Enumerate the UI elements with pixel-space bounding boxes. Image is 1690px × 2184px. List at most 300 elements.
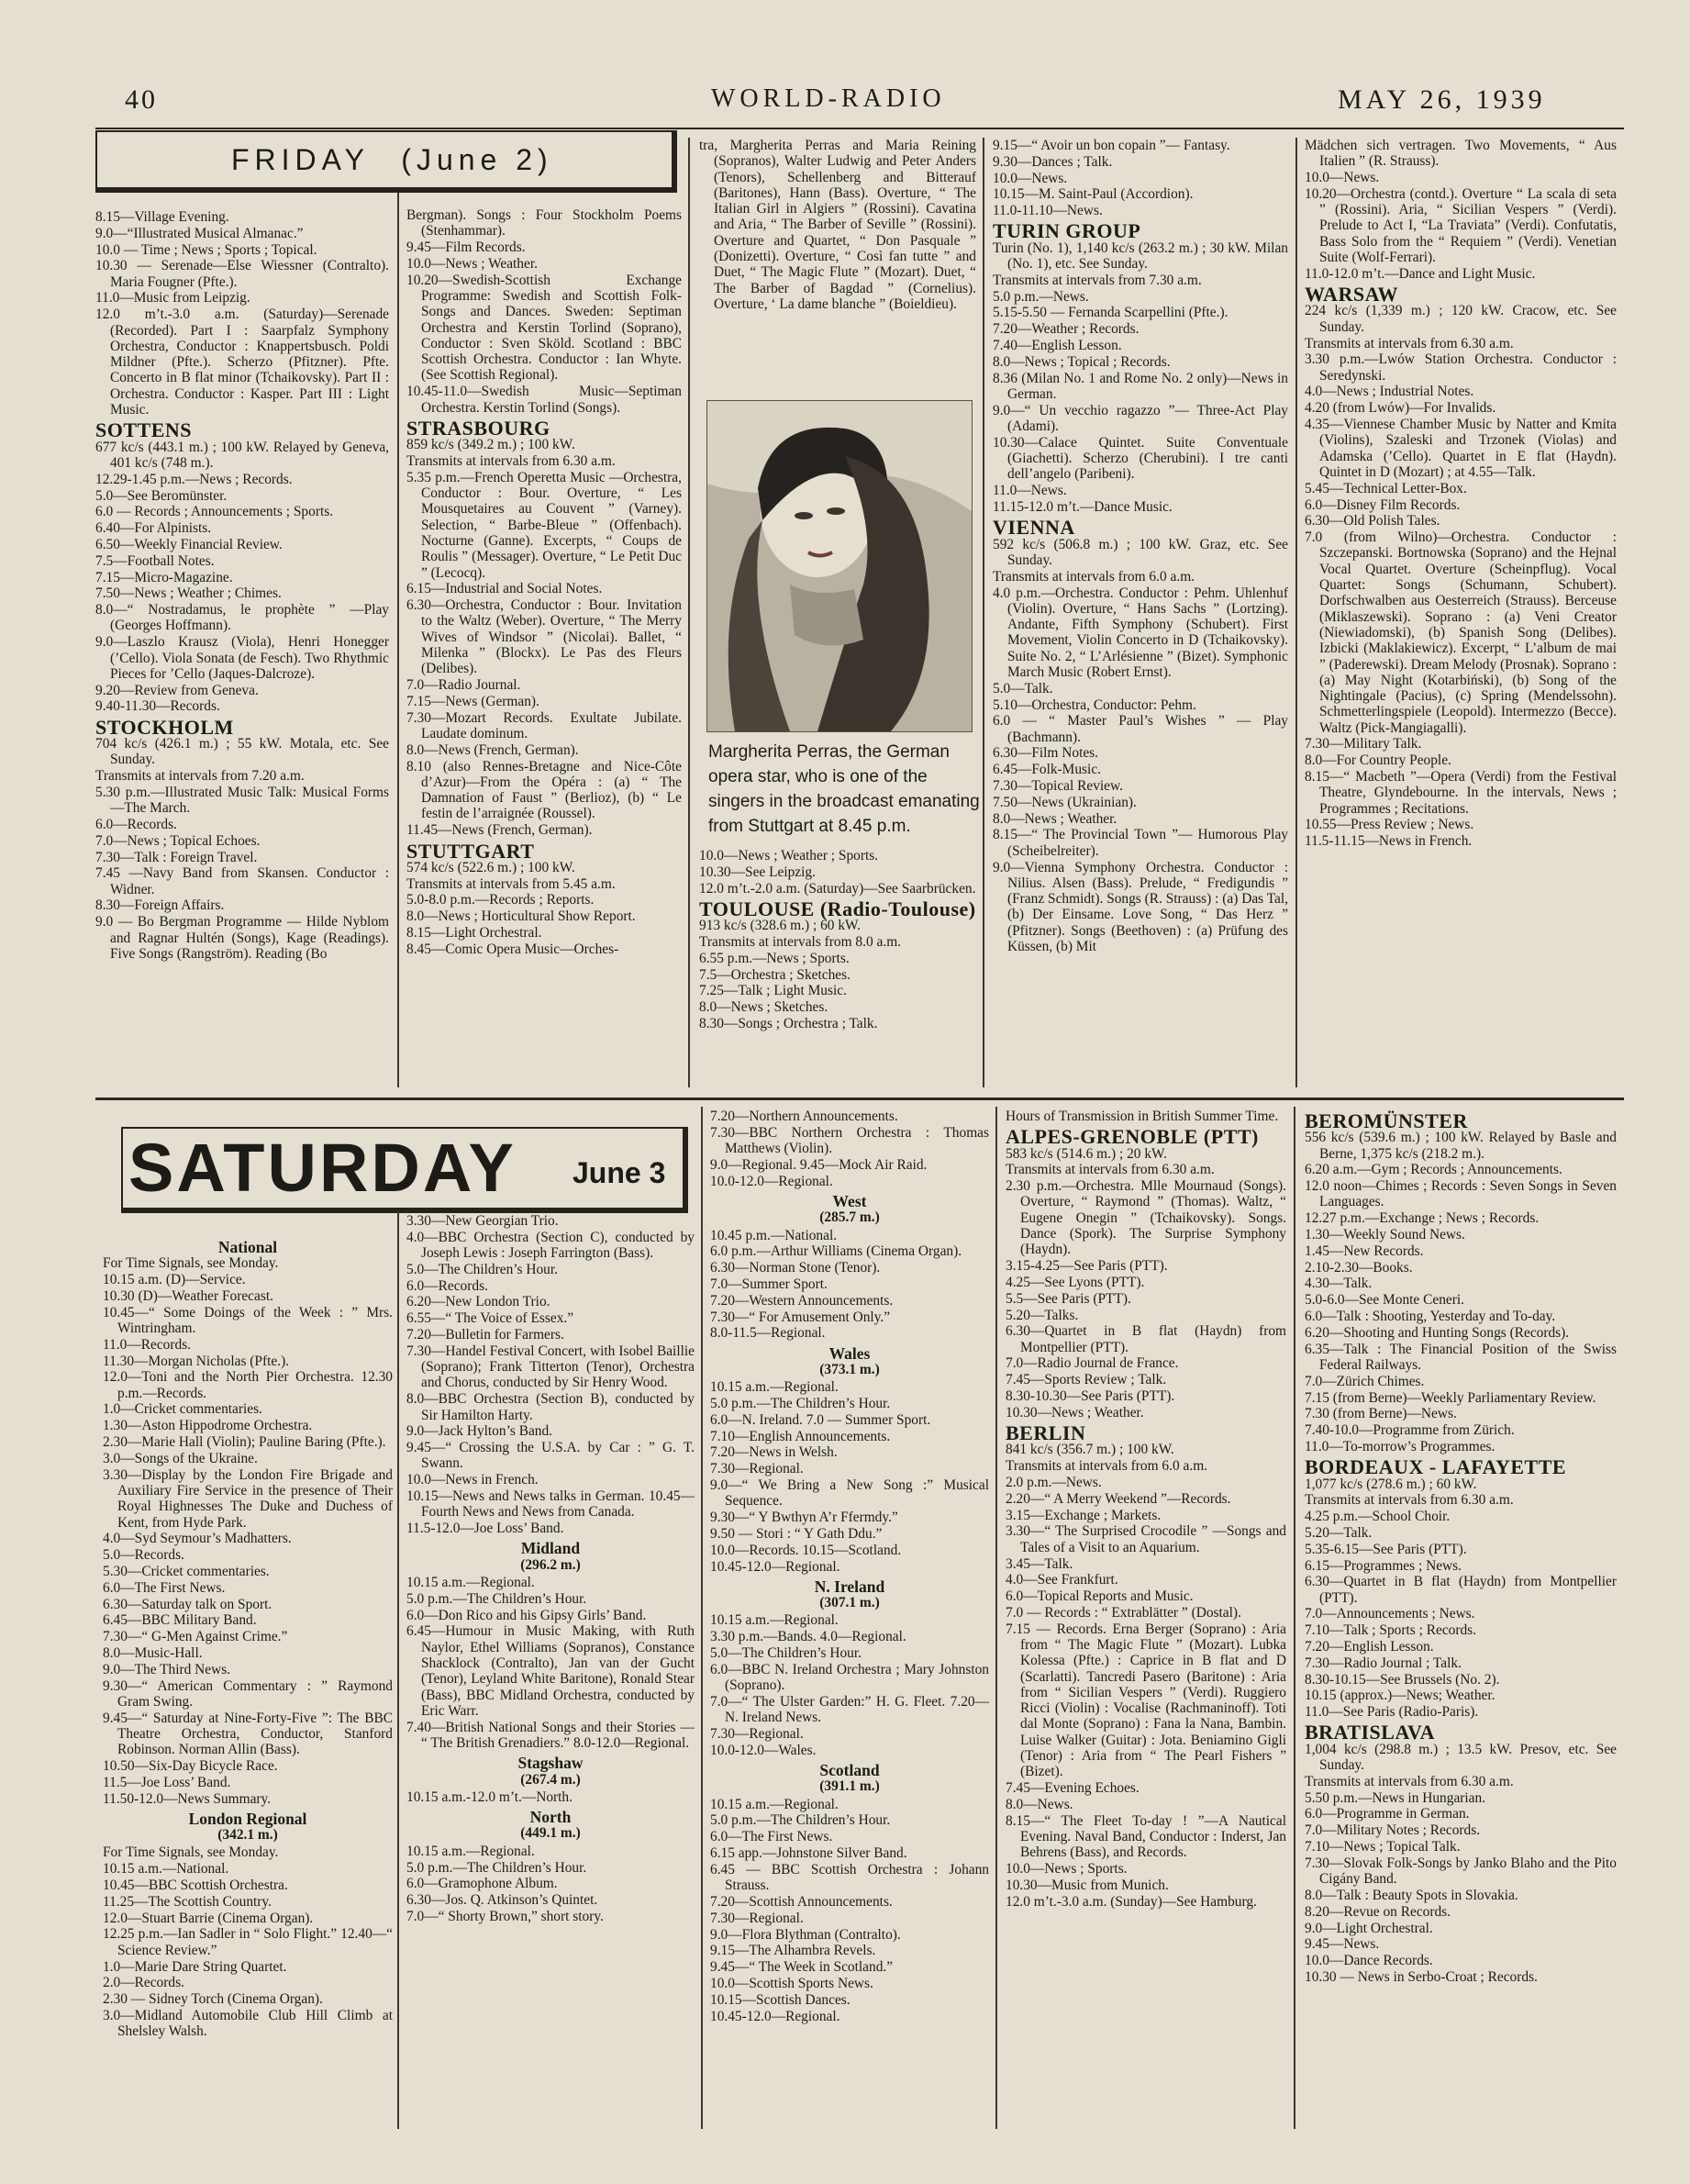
column-rule xyxy=(688,138,690,1087)
programme-item: 8.0—News. xyxy=(1006,1796,1073,1812)
programme-item: 7.30—BBC Northern Orchestra : Thomas Matthews (Violin). xyxy=(710,1124,989,1157)
programme-item: 7.45 —Navy Band from Skansen. Conductor : Widner. xyxy=(95,865,389,897)
programme-item: 7.30—Talk : Foreign Travel. xyxy=(95,849,258,865)
programme-item: 3.30—Display by the London Fire Brigade and Auxiliary Fire Service in the presence of Their Royal Highnesses The Duke and Duchess of Kent, from Hyde Park. xyxy=(103,1466,393,1531)
programme-item: 12.0 noon—Chimes ; Records : Seven Songs in Seven Languages. xyxy=(1305,1178,1617,1210)
programme-item: 10.30—News ; Weather. xyxy=(1006,1404,1144,1421)
programme-item: 7.30—Military Talk. xyxy=(1305,736,1422,752)
programme-item: 7.0 (from Wilno)—Orchestra. Conductor : Szczepanski. Bortnowska (Soprano) and the Hejnal Vocal Quartet. Overture (Scheinpflug). Vocal Quartet: Songs (Schumann, Schubert). Dorfschwalben aus Oesterreich (Strauss). Berceuse (Miklaszewski). Soprano : (a) Veni Creator (Niewiadomski), (b) Spanish Song (Delibes). Izbicki (Maklakiewicz). Excerpt, “ L’album de mai ” (Paderewski). Dream Melody (Prosnak). Soprano : (a) May Night (Kotarbiński), (b) Song of the Nightingale (Pacius), (c) Spring (Mendelssohn). Schmetterlingspiele (Leopold). Intermezzo (Becce). Waltz (Pick-Mangiagalli). xyxy=(1305,529,1617,736)
programme-item: 11.0—See Paris (Radio-Paris). xyxy=(1305,1704,1479,1721)
programme-item: 4.0—BBC Orchestra (Section C), conducted by Joseph Lewis : Joseph Farrington (Bass). xyxy=(406,1229,695,1262)
programme-item: 6.20 a.m.—Gym ; Records ; Announcements. xyxy=(1305,1162,1562,1178)
region-heading: West xyxy=(832,1191,867,1210)
programme-item: 1.45—New Records. xyxy=(1305,1242,1424,1259)
programme-item: 9.45—“ Crossing the U.S.A. by Car : ” G. T. Swann. xyxy=(406,1440,695,1472)
region-heading: London Regional xyxy=(188,1809,307,1828)
programme-item: 4.0—See Frankfurt. xyxy=(1006,1572,1118,1588)
programme-item: 8.20—Revue on Records. xyxy=(1305,1903,1451,1920)
programme-item: 3.15-4.25—See Paris (PTT). xyxy=(1006,1258,1168,1275)
programme-item: 5.0 p.m.—The Children’s Hour. xyxy=(710,1396,891,1412)
programme-item: 1.0—Cricket commentaries. xyxy=(103,1401,262,1418)
programme-item: 7.30—Handel Festival Concert, with Isobel Baillie (Soprano); Frank Titterton (Tenor), Orchestra and Chorus, conducted by Sir Henry Wood. xyxy=(406,1343,695,1391)
programme-item: 6.30—Quartet in B flat (Haydn) from Montpellier (PTT). xyxy=(1006,1323,1286,1355)
programme-item: 10.0—Dance Records. xyxy=(1305,1953,1433,1969)
programme-item: 7.5—Football Notes. xyxy=(95,552,215,569)
region-heading: Midland xyxy=(520,1539,581,1558)
programme-item: 11.15-12.0 m’t.—Dance Music. xyxy=(993,499,1173,516)
saturday-column-2 xyxy=(406,1213,695,2129)
programme-item: 10.0—Records. 10.15—Scotland. xyxy=(710,1542,902,1558)
programme-item: 10.0—News ; Weather ; Sports. xyxy=(699,848,879,864)
programme-item: 8.0-11.5—Regional. xyxy=(710,1325,826,1342)
programme-item: 7.15—Micro-Magazine. xyxy=(95,569,233,585)
programme-item: 7.10—English Announcements. xyxy=(710,1428,891,1444)
programme-item: 9.20—Review from Geneva. xyxy=(95,682,259,698)
programme-item: 9.15—The Alhambra Revels. xyxy=(710,1943,876,1959)
programme-item: 11.0—To-morrow’s Programmes. xyxy=(1305,1438,1495,1454)
programme-item: 6.0 — “ Master Paul’s Wishes ” — Play (Bachmann). xyxy=(993,713,1288,745)
programme-item: 7.30—Mozart Records. Exultate Jubilate. Laudate dominum. xyxy=(406,709,682,741)
programme-item: Hours of Transmission in British Summer Time. xyxy=(1006,1109,1279,1124)
programme-item: 9.0—Light Orchestral. xyxy=(1305,1920,1433,1936)
station-heading: BORDEAUX - LAFAYETTE xyxy=(1305,1455,1567,1479)
programme-item: 2.20—“ A Merry Weekend ”—Records. xyxy=(1006,1490,1231,1507)
wavelength-label: (296.2 m.) xyxy=(520,1556,581,1573)
programme-item: tra, Margherita Perras and Maria Reining (Sopranos), Walter Ludwig and Peter Anders (Tenors), Schellenberg and Bitterauf (Baritones), Hann (Bass). Overture, “ The Italian Girl in Algiers ” (Rossini). Cavatina and Aria, “ The Barber of Seville ” (Rossini). Overture and Quartet, “ Don Pasquale ” (Donizetti). Overture, “ Così fan tutte ” and Duet, “ The Magic Flute ” (Mozart). Duet, “ The Barber of Bagdad ” (Cornelius). Overture, ‘ La dame blanche ” (Boieldieu). xyxy=(699,138,976,312)
programme-item: 7.20—Weather ; Records. xyxy=(993,321,1140,338)
programme-item: 8.0—News ; Sketches. xyxy=(699,999,828,1016)
programme-item: 7.25—Talk ; Light Music. xyxy=(699,983,847,999)
programme-item: 6.55—“ The Voice of Essex.” xyxy=(406,1310,574,1327)
programme-item: 3.30 p.m.—Lwów Station Orchestra. Conductor : Seredynski. xyxy=(1305,351,1617,384)
programme-item: 7.30—Topical Review. xyxy=(993,778,1123,795)
programme-item: 6.0—Don Rico and his Gipsy Girls’ Band. xyxy=(406,1607,647,1623)
programme-item: For Time Signals, see Monday. xyxy=(103,1844,279,1861)
programme-item: 1,004 kc/s (298.8 m.) ; 13.5 kW. Presov, etc. See Sunday. xyxy=(1305,1741,1617,1774)
wavelength-label: (449.1 m.) xyxy=(520,1825,581,1842)
programme-item: 6.0 p.m.—Arthur Williams (Cinema Organ). xyxy=(710,1243,962,1260)
saturday-title: SATURDAY xyxy=(128,1130,517,1206)
programme-item: 12.29-1.45 p.m.—News ; Records. xyxy=(95,471,293,487)
programme-item: 9.45—News. xyxy=(1305,1936,1380,1953)
programme-item: 11.0-11.10—News. xyxy=(993,203,1103,219)
programme-item: 12.0 m’t.-2.0 a.m. (Saturday)—See Saarbrücken. xyxy=(699,880,976,897)
programme-item: 6.50—Weekly Financial Review. xyxy=(95,536,283,552)
column-rule xyxy=(397,1211,399,2129)
programme-item: 12.0—Stuart Barrie (Cinema Organ). xyxy=(103,1910,314,1926)
programme-item: 7.20—Scottish Announcements. xyxy=(710,1893,893,1910)
programme-item: 7.15 (from Berne)—Weekly Parliamentary Review. xyxy=(1305,1389,1596,1406)
programme-item: 7.40—British National Songs and their Stories — “ The British Grenadiers.” 8.0-12.0—Regional. xyxy=(406,1719,695,1751)
programme-item: 6.30—Saturday talk on Sport. xyxy=(103,1596,272,1612)
station-heading: BRATISLAVA xyxy=(1305,1721,1435,1744)
programme-item: 6.15 app.—Johnstone Silver Band. xyxy=(710,1845,907,1862)
programme-item: 6.30—Jos. Q. Atkinson’s Quintet. xyxy=(406,1892,598,1909)
programme-item: 7.20—Bulletin for Farmers. xyxy=(406,1327,564,1343)
wavelength-label: (342.1 m.) xyxy=(217,1827,278,1844)
programme-item: 6.30—Old Polish Tales. xyxy=(1305,513,1440,529)
programme-item: 8.45—Comic Opera Music—Orches- xyxy=(406,941,619,957)
programme-item: 7.0—“ Shorty Brown,” short story. xyxy=(406,1908,604,1924)
programme-item: 7.30—Regional. xyxy=(710,1461,804,1477)
programme-item: 10.0—News. xyxy=(1305,170,1380,186)
programme-item: 4.35—Viennese Chamber Music by Natter and Kmita (Violins), Szaleski and Trzonek (Violas) and Adamska (’Cello). Quartet in E flat (Haydn). Quintet in D (Mozart) ; at 4.55—Talk. xyxy=(1305,417,1617,480)
programme-item: 556 kc/s (539.6 m.) ; 100 kW. Relayed by Basle and Berne, 1,375 kc/s (218.2 m.). xyxy=(1305,1130,1617,1162)
programme-item: 9.30—“ Y Bwthyn A’r Ffermdy.” xyxy=(710,1510,898,1526)
programme-item: 7.0 — Records : “ Extrablätter ” (Dostal). xyxy=(1006,1604,1241,1621)
station-heading: TOULOUSE (Radio-Toulouse) xyxy=(699,897,976,920)
programme-item: 10.30—See Leipzig. xyxy=(699,864,816,880)
programme-item: 6.15—Industrial and Social Notes. xyxy=(406,581,603,597)
station-heading: STRASBOURG xyxy=(406,416,550,440)
programme-item: 10.45-12.0—Regional. xyxy=(710,1558,840,1575)
programme-item: 5.0 p.m.—News. xyxy=(993,288,1089,305)
wavelength-label: (267.4 m.) xyxy=(520,1771,581,1788)
programme-item: 10.30—Music from Munich. xyxy=(1006,1877,1169,1893)
programme-item: 5.0—The Children’s Hour. xyxy=(710,1645,862,1661)
programme-item: Transmits at intervals from 6.30 a.m. xyxy=(1006,1162,1215,1178)
station-heading: VIENNA xyxy=(993,516,1075,540)
programme-item: Transmits at intervals from 8.0 a.m. xyxy=(699,933,902,950)
programme-item: 7.30—Regional. xyxy=(710,1725,804,1742)
saturday-column-5 xyxy=(1305,1109,1617,2129)
station-heading: SOTTENS xyxy=(95,418,192,442)
region-heading: N. Ireland xyxy=(814,1577,885,1596)
programme-item: 1.0—Marie Dare String Quartet. xyxy=(103,1958,287,1975)
programme-item: 10.0—News ; Sports. xyxy=(1006,1861,1128,1878)
programme-item: 859 kc/s (349.2 m.) ; 100 kW. xyxy=(406,437,575,453)
saturday-column-3 xyxy=(710,1109,989,2129)
programme-item: 6.30—Orchestra, Conductor : Bour. Invitation to the Waltz (Weber). Overture, “ The Merry Wives of Windsor ” (Nicolai). Ballet, “ Milenka ” (Blockx). Le Pas des Fleurs (Delibes). xyxy=(406,597,682,677)
region-heading: National xyxy=(217,1238,278,1256)
programme-item: 6.35—Talk : The Financial Position of the Swiss Federal Railways. xyxy=(1305,1341,1617,1373)
programme-item: 3.30 p.m.—Bands. 4.0—Regional. xyxy=(710,1629,906,1645)
friday-column-2 xyxy=(406,207,682,1088)
programme-item: 8.10 (also Rennes-Bretagne and Nice-Côte d’Azur)—From the Opéra : (a) “ The Damnation of Faust ” (Berlioz), (b) “ Le festin de l’arraignée (Roussel). xyxy=(406,758,682,822)
programme-item: 4.0—News ; Industrial Notes. xyxy=(1305,384,1474,400)
friday-column-3-top xyxy=(699,138,976,395)
friday-column-5 xyxy=(1305,138,1617,1088)
programme-item: 583 kc/s (514.6 m.) ; 20 kW. xyxy=(1006,1145,1167,1162)
programme-item: 11.25—The Scottish Country. xyxy=(103,1893,272,1910)
programme-item: Transmits at intervals from 6.0 a.m. xyxy=(993,568,1195,585)
region-heading: North xyxy=(529,1808,572,1827)
programme-item: 5.30 p.m.—Illustrated Music Talk: Musical Forms—The March. xyxy=(95,784,389,817)
programme-item: 9.50 — Stori : “ Y Gath Ddu.” xyxy=(710,1525,883,1542)
programme-item: 5.5—See Paris (PTT). xyxy=(1006,1290,1131,1307)
programme-item: 6.55 p.m.—News ; Sports. xyxy=(699,950,850,966)
programme-item: 8.36 (Milan No. 1 and Rome No. 2 only)—News in German. xyxy=(993,370,1288,402)
programme-item: 10.45 p.m.—National. xyxy=(710,1227,838,1243)
programme-item: 10.15 a.m.—Regional. xyxy=(710,1796,839,1812)
programme-item: 6.0—Records. xyxy=(406,1277,488,1294)
programme-item: 913 kc/s (328.6 m.) ; 60 kW. xyxy=(699,918,861,934)
programme-item: 9.45—“ The Week in Scotland.” xyxy=(710,1959,894,1976)
programme-item: 7.0—Military Notes ; Records. xyxy=(1305,1822,1481,1839)
programme-item: 8.15—“ Macbeth ”—Opera (Verdi) from the Festival Theatre, Glyndebourne. In the intervals, News ; Programmes ; Recitations. xyxy=(1305,769,1617,817)
programme-item: 10.15—Scottish Dances. xyxy=(710,1991,851,2008)
programme-item: 8.0—News (French, German). xyxy=(406,741,579,758)
region-heading: Stagshaw xyxy=(517,1754,584,1773)
programme-item: 9.0—“Illustrated Musical Almanac.” xyxy=(95,225,304,241)
programme-item: Transmits at intervals from 6.30 a.m. xyxy=(406,452,616,469)
programme-item: 8.0—News ; Horticultural Show Report. xyxy=(406,908,636,925)
programme-item: 5.15-5.50 — Fernanda Scarpellini (Pfte.). xyxy=(993,305,1229,321)
saturday-header-box xyxy=(121,1127,688,1213)
programme-item: 4.25 p.m.—School Choir. xyxy=(1305,1509,1451,1525)
programme-item: 7.10—News ; Topical Talk. xyxy=(1305,1839,1461,1855)
programme-item: 11.0—Records. xyxy=(103,1336,192,1353)
programme-item: 5.0—Records. xyxy=(103,1547,184,1564)
wavelength-label: (391.1 m.) xyxy=(819,1778,880,1795)
saturday-column-4 xyxy=(1006,1109,1286,2129)
programme-item: 10.45-12.0—Regional. xyxy=(710,2008,840,2024)
programme-item: 10.15 (approx.)—News; Weather. xyxy=(1305,1688,1495,1704)
programme-item: 2.30 — Sidney Torch (Cinema Organ). xyxy=(103,1991,323,2008)
programme-item: 10.20—Orchestra (contd.). Overture “ La scala di seta ” (Rossini). Aria, “ Sicilian Vespers ” (Verdi). Prelude to Act I, “La Traviata” (Verdi). Confutatis, Bass Solo from the “ Requiem ” (Verdi). Venetian Suite (Wolf-Ferrari). xyxy=(1305,185,1617,266)
programme-item: 10.15 a.m.-12.0 m’t.—North. xyxy=(406,1788,573,1805)
programme-item: 4.0 p.m.—Orchestra. Conductor : Pehm. Uhlenhuf (Violin). Overture, “ Hans Sachs ” (Lortzing). Andante, Fifth Symphony (Schubert). First Movement, Violin Concerto in D (Tchaikovsky). Suite No. 2, “ L’Arlésienne ” (Bizet). Symphonic March Music (Robert Ernst). xyxy=(993,585,1288,680)
programme-item: 7.50—News (Ukrainian). xyxy=(993,794,1137,810)
programme-item: 5.20—Talk. xyxy=(1305,1524,1373,1541)
programme-item: 10.15 a.m. (D)—Service. xyxy=(103,1272,246,1288)
programme-item: 2.0 p.m.—News. xyxy=(1006,1475,1102,1491)
station-heading: BERLIN xyxy=(1006,1421,1086,1445)
programme-item: Transmits at intervals from 6.30 a.m. xyxy=(1305,1773,1514,1789)
programme-item: 7.40-10.0—Programme from Zürich. xyxy=(1305,1422,1515,1439)
programme-item: 6.30—Film Notes. xyxy=(993,745,1099,762)
programme-item: 7.15 — Records. Erna Berger (Soprano) : Aria from “ The Magic Flute ” (Mozart). Lubka Kolessa (Pfte.) : Caprice in B flat and D (Scarlatti). Tancredi Pasero (Baritone) : Aria from “ Sicilian Vespers ” (Verdi). Ruggiero Ricci (Violin) : Vocalise (Rachmaninoff). Toti dal Monte (Soprano) : Fana la Nana, Bambin. Luise Walker (Guitar) : Jota. Beniamino Gigli (Tenor) : Aria from “ The Pearl Fishers ” (Bizet). xyxy=(1006,1621,1286,1780)
programme-item: 7.50—News ; Weather ; Chimes. xyxy=(95,585,282,602)
region-heading: Wales xyxy=(828,1343,871,1363)
programme-item: 2.30 p.m.—Orchestra. Mlle Mournaud (Songs). Overture, “ Raymond ” (Thomas). Waltz, “ Eugene Onegin ” (Tchaikovsky). Songs. Dance (Spork). The Surprise Symphony (Haydn). xyxy=(1006,1178,1286,1258)
programme-item: 6.0—The First News. xyxy=(710,1829,833,1845)
programme-item: 7.15—News (German). xyxy=(406,693,539,709)
programme-item: 8.0—Talk : Beauty Spots in Slovakia. xyxy=(1305,1887,1518,1903)
programme-item: 9.0 — Bo Bergman Programme — Hilde Nyblom and Ragnar Hultén (Songs), Kage (Readings). Five Songs (Rangström). Reading (Bo xyxy=(95,914,389,962)
wavelength-label: (307.1 m.) xyxy=(819,1595,880,1611)
programme-item: 7.30—Slovak Folk-Songs by Janko Blaho and the Pito Cigány Band. xyxy=(1305,1855,1617,1888)
column-rule xyxy=(995,1107,997,2129)
programme-item: 6.45 — BBC Scottish Orchestra : Johann Strauss. xyxy=(710,1861,989,1894)
programme-item: 10.15—News and News talks in German. 10.45—Fourth News and News from Canada. xyxy=(406,1488,695,1521)
programme-item: 9.30—“ American Commentary : ” Raymond Gram Swing. xyxy=(103,1677,393,1710)
programme-item: 10.0—News ; Weather. xyxy=(406,255,538,272)
programme-item: 7.0—Announcements ; News. xyxy=(1305,1606,1475,1622)
programme-item: 11.45—News (French, German). xyxy=(406,822,593,839)
friday-title: FRIDAY xyxy=(231,143,370,176)
programme-item: 5.0—The Children’s Hour. xyxy=(406,1261,559,1277)
programme-item: 2.0—Records. xyxy=(103,1975,184,1991)
programme-item: 11.5-11.15—News in French. xyxy=(1305,833,1473,850)
programme-item: 6.0 — Records ; Announcements ; Sports. xyxy=(95,504,334,520)
programme-item: 10.15 a.m.—National. xyxy=(103,1861,229,1878)
programme-item: 8.15—Village Evening. xyxy=(95,209,229,225)
top-rule xyxy=(95,128,1624,129)
programme-item: Transmits at intervals from 6.30 a.m. xyxy=(1305,1492,1514,1509)
programme-item: 10.0—News. xyxy=(993,170,1068,186)
programme-item: 841 kc/s (356.7 m.) ; 100 kW. xyxy=(1006,1442,1174,1458)
publication-title: WORLD-RADIO xyxy=(711,84,946,113)
programme-item: 6.45—Humour in Music Making, with Ruth Naylor, Ethel Williams (Sopranos), Constance Shacklock (Contralto), Jan van der Gucht (Tenor), Leyland White Baritone), Ronald Stear (Bass), BBC Midland Orchestra, conducted by Eric Warr. xyxy=(406,1623,695,1719)
programme-item: 6.0—The First News. xyxy=(103,1579,226,1596)
programme-item: 5.50 p.m.—News in Hungarian. xyxy=(1305,1789,1486,1806)
issue-date: MAY 26, 1939 xyxy=(1338,84,1546,115)
programme-item: 10.0—News in French. xyxy=(406,1472,539,1488)
programme-item: 3.30—New Georgian Trio. xyxy=(406,1213,559,1229)
programme-item: 6.20—New London Trio. xyxy=(406,1294,550,1310)
programme-item: 5.0 p.m.—The Children’s Hour. xyxy=(406,1859,587,1876)
programme-item: 5.0—See Beromünster. xyxy=(95,487,228,504)
programme-item: 10.0—Scottish Sports News. xyxy=(710,1975,873,1991)
programme-item: 11.0—News. xyxy=(993,483,1067,499)
programme-item: 10.15 a.m.—Regional. xyxy=(406,1575,535,1591)
programme-item: 10.0-12.0—Regional. xyxy=(710,1173,833,1189)
programme-item: 12.25 p.m.—Ian Sadler in “ Solo Flight.” 12.40—“ Science Review.” xyxy=(103,1926,393,1958)
day-divider-rule xyxy=(95,1098,1624,1100)
programme-item: 3.0—Songs of the Ukraine. xyxy=(103,1450,258,1466)
programme-item: 8.30-10.30—See Paris (PTT). xyxy=(1006,1388,1175,1405)
programme-item: 11.30—Morgan Nicholas (Pfte.). xyxy=(103,1353,290,1369)
programme-item: 8.0—Music-Hall. xyxy=(103,1644,203,1661)
region-heading: Scotland xyxy=(819,1761,880,1780)
programme-item: 12.27 p.m.—Exchange ; News ; Records. xyxy=(1305,1210,1540,1227)
programme-item: 10.15 a.m.—Regional. xyxy=(710,1612,839,1629)
programme-item: 9.30—Dances ; Talk. xyxy=(993,153,1113,170)
programme-item: 12.0 m’t.-3.0 a.m. (Sunday)—See Hamburg. xyxy=(1006,1893,1257,1910)
programme-item: 1.30—Weekly Sound News. xyxy=(1305,1227,1465,1243)
programme-item: 8.0—BBC Orchestra (Section B), conducted by Sir Hamilton Harty. xyxy=(406,1391,695,1423)
programme-item: 1.30—Aston Hippodrome Orchestra. xyxy=(103,1418,313,1434)
programme-item: 5.0 p.m.—The Children’s Hour. xyxy=(710,1812,891,1829)
programme-item: 7.20—Northern Announcements. xyxy=(710,1109,898,1124)
programme-item: 7.45—Evening Echoes. xyxy=(1006,1780,1140,1797)
column-rule xyxy=(1295,138,1297,1087)
programme-item: 6.0—Records. xyxy=(95,816,177,832)
programme-item: 11.5—Joe Loss’ Band. xyxy=(103,1774,231,1790)
programme-item: 4.30—Talk. xyxy=(1305,1276,1373,1292)
programme-item: 6.0—Disney Film Records. xyxy=(1305,496,1461,513)
programme-item: 6.30—Quartet in B flat (Haydn) from Montpellier (PTT). xyxy=(1305,1574,1617,1606)
programme-item: 11.0-12.0 m’t.—Dance and Light Music. xyxy=(1305,265,1536,282)
programme-item: 9.0—Laszlo Krausz (Viola), Henri Honegger (’Cello). Viola Sonata (de Fesch). Two Rhythmic Pieces for ’Cello (Jaques-Dalcroze). xyxy=(95,634,389,682)
programme-item: 7.0—“ The Ulster Garden:” H. G. Fleet. 7.20—N. Ireland News. xyxy=(710,1693,989,1726)
programme-item: 4.0—Syd Seymour’s Madhatters. xyxy=(103,1531,292,1547)
programme-item: 7.45—Sports Review ; Talk. xyxy=(1006,1372,1167,1388)
programme-item: Transmits at intervals from 6.0 a.m. xyxy=(1006,1458,1208,1475)
programme-item: 6.0—Talk : Shooting, Yesterday and To-day. xyxy=(1305,1309,1556,1325)
station-heading: TURIN GROUP xyxy=(993,219,1141,243)
programme-item: 4.20 (from Lwów)—For Invalids. xyxy=(1305,400,1496,417)
programme-item: 5.20—Talks. xyxy=(1006,1307,1079,1323)
programme-item: 9.0—Regional. 9.45—Mock Air Raid. xyxy=(710,1156,928,1173)
programme-item: 8.0—“ Nostradamus, le prophète ” —Play (Georges Hoffmann). xyxy=(95,602,389,634)
programme-item: 10.30—Calace Quintet. Suite Conventuale (Giachetti). Scherzo (Cherubini). I tre canti dell’angelo (Paribeni). xyxy=(993,434,1288,483)
programme-item: 7.30—Radio Journal ; Talk. xyxy=(1305,1655,1462,1671)
programme-item: 10.30 — News in Serbo-Croat ; Records. xyxy=(1305,1968,1538,1985)
programme-item: 8.0—News ; Weather. xyxy=(993,810,1117,827)
programme-item: 6.45—Folk-Music. xyxy=(993,762,1101,778)
programme-item: 6.45—BBC Military Band. xyxy=(103,1612,257,1629)
portrait-photo xyxy=(706,400,973,732)
station-heading: WARSAW xyxy=(1305,283,1399,306)
programme-item: 3.30—“ The Surprised Crocodile ” —Songs and Tales of a Visit to an Aquarium. xyxy=(1006,1523,1286,1555)
programme-item: 7.20—Western Announcements. xyxy=(710,1292,894,1309)
wavelength-label: (373.1 m.) xyxy=(819,1361,880,1377)
programme-item: 12.0—Toni and the North Pier Orchestra. 12.30 p.m.—Records. xyxy=(103,1369,393,1401)
column-rule xyxy=(1294,1107,1295,2129)
programme-item: 5.10—Orchestra, Conductor: Pehm. xyxy=(993,696,1196,713)
programme-item: 10.15 a.m.—Regional. xyxy=(710,1379,839,1396)
programme-item: 7.30—Regional. xyxy=(710,1910,804,1926)
programme-item: Transmits at intervals from 7.30 a.m. xyxy=(993,272,1202,288)
station-heading: STOCKHOLM xyxy=(95,715,234,739)
programme-item: 7.0—News ; Topical Echoes. xyxy=(95,832,261,849)
friday-column-1 xyxy=(95,209,389,1088)
programme-item: 6.0—N. Ireland. 7.0 — Summer Sport. xyxy=(710,1411,931,1428)
programme-item: 5.0 p.m.—The Children’s Hour. xyxy=(406,1590,587,1607)
programme-item: 2.10-2.30—Books. xyxy=(1305,1259,1413,1276)
programme-item: 592 kc/s (506.8 m.) ; 100 kW. Graz, etc. See Sunday. xyxy=(993,536,1288,568)
programme-item: For Time Signals, see Monday. xyxy=(103,1255,279,1272)
programme-item: 6.0—Topical Reports and Music. xyxy=(1006,1588,1194,1605)
programme-item: 9.0—Flora Blythman (Contralto). xyxy=(710,1926,901,1943)
page-number: 40 xyxy=(125,84,158,115)
column-rule xyxy=(701,1107,703,2129)
portrait-illustration xyxy=(707,401,972,731)
friday-date: (June 2) xyxy=(401,143,553,176)
column-rule xyxy=(397,193,399,1087)
programme-item: 6.0—BBC N. Ireland Orchestra ; Mary Johnston (Soprano). xyxy=(710,1661,989,1694)
programme-item: 11.0—Music from Leipzig. xyxy=(95,290,250,306)
saturday-column-1 xyxy=(103,1235,393,2129)
programme-item: 3.45—Talk. xyxy=(1006,1555,1073,1572)
programme-item: 11.5-12.0—Joe Loss’ Band. xyxy=(406,1521,564,1537)
programme-item: 7.5—Orchestra ; Sketches. xyxy=(699,966,851,983)
programme-item: Transmits at intervals from 7.20 a.m. xyxy=(95,768,305,785)
programme-item: 6.15—Programmes ; News. xyxy=(1305,1557,1462,1574)
programme-item: 7.30 (from Berne)—News. xyxy=(1305,1406,1457,1422)
programme-item: 9.0—Jack Hylton’s Band. xyxy=(406,1423,553,1440)
programme-item: 4.25—See Lyons (PTT). xyxy=(1006,1274,1145,1290)
programme-item: 5.30—Cricket commentaries. xyxy=(103,1563,270,1579)
programme-item: 5.0-6.0—See Monte Ceneri. xyxy=(1305,1292,1464,1309)
programme-item: 6.0—Programme in German. xyxy=(1305,1806,1470,1822)
programme-item: 8.30—Foreign Affairs. xyxy=(95,897,225,914)
programme-item: 7.30—“ For Amusement Only.” xyxy=(710,1309,891,1325)
programme-item: Transmits at intervals from 5.45 a.m. xyxy=(406,875,616,892)
programme-item: 6.0—Gramophone Album. xyxy=(406,1876,558,1892)
programme-item: 10.15—M. Saint-Paul (Accordion). xyxy=(993,186,1194,203)
programme-item: 10.15 a.m.—Regional. xyxy=(406,1843,535,1859)
programme-item: 9.40-11.30—Records. xyxy=(95,698,220,715)
programme-item: 7.10—Talk ; Sports ; Records. xyxy=(1305,1622,1477,1639)
programme-item: 7.0—Radio Journal. xyxy=(406,677,521,694)
programme-item: 8.30—Songs ; Orchestra ; Talk. xyxy=(699,1015,878,1031)
programme-item: 7.0—Zürich Chimes. xyxy=(1305,1373,1425,1389)
programme-item: 9.0—The Third News. xyxy=(103,1661,231,1677)
programme-item: 10.55—Press Review ; News. xyxy=(1305,817,1474,833)
photo-caption: Margherita Perras, the German opera star, who is one of the singers in the broadcast emanating from Stuttgart at 8.45 p.m. xyxy=(708,742,980,836)
programme-item: 9.45—Film Records. xyxy=(406,240,526,256)
programme-item: 574 kc/s (522.6 m.) ; 100 kW. xyxy=(406,859,575,875)
saturday-date: June 3 xyxy=(573,1156,666,1189)
programme-item: 8.15—“ The Provincial Town ”— Humorous Play (Scheibelreiter). xyxy=(993,827,1288,859)
programme-item: 5.0—Talk. xyxy=(993,680,1053,696)
programme-item: 10.30 (D)—Weather Forecast. xyxy=(103,1287,273,1304)
station-heading: BEROMÜNSTER xyxy=(1305,1109,1468,1132)
programme-item: 9.0—Vienna Symphony Orchestra. Conductor : Nilius. Alsen (Bass). Prelude, “ Fredigundis ” (Franz Schmidt). Songs (R. Strauss) : (a) Das Tal, (b) Der Einsame. Love Song, “ Das Herz ” (Pfitzner). Songs (Beethoven) : (a) Prüfung des Küssen, (b) Mit xyxy=(993,859,1288,955)
